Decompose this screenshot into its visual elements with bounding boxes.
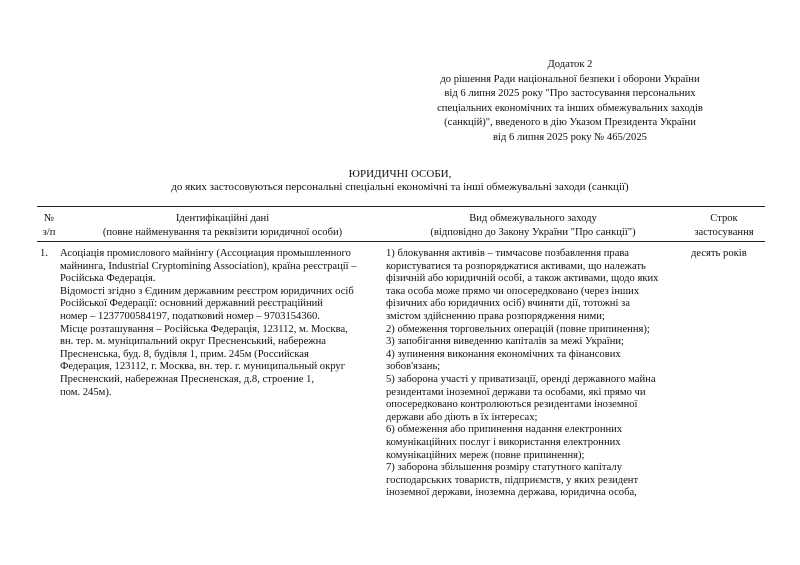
measure-line: опосередковано контролюються резидентами іноземної [386,399,638,411]
row-number: 1. [40,248,48,259]
header-term-line1: Строк [710,213,738,224]
annex-header [400,58,740,146]
measure-line: 2) обмеження торговельних операцій (повне припинення); [386,323,650,335]
header-measure-line2: (відповідно до Закону України "Про санкції") [430,226,636,238]
measure-line: 3) запобігання виведенню капіталів за межі України; [386,336,624,348]
measure-line: така особа може прямо чи опосередковано (через інших [386,285,640,297]
measure-line: іноземної держави, іноземна держава, юридична особа, [386,487,637,499]
annex-line: до рішення Ради національної безпеки і оборони України [440,73,700,85]
header-term-line2: застосування [694,226,754,238]
header-number [38,212,60,239]
measure-line: фізичних або юридичних осіб) вчиняти дії, тотожні за [386,298,630,310]
ident-line: Пресненська, буд. 8, будівля 1, прим. 245м (Российская [60,348,309,360]
table-top-rule [37,206,765,207]
measure-line: 7) заборона збільшення розміру статутного капіталу [386,462,622,474]
measure-line: комунікаційних послуг і використання електронних [386,436,621,448]
header-ident-line1: Ідентифікаційні дані [175,213,270,224]
measure-line: фізичній або юридичній особі, а також активами, щодо яких [386,273,659,285]
header-ident [60,212,385,239]
measure-line: 4) зупинення виконання економічних та фінансових [386,348,621,360]
ident-line: номер – 1237700584197, податковий номер – 9703154360. [60,310,320,322]
ident-line: Російської Федерації: основний державний реєстраційний [60,298,323,310]
row-ident-data [60,248,357,399]
ident-line: майнинга, Industrial Cryptomining Association), країна реєстрації – [60,260,357,272]
annex-line: (санкцій)", введеного в дію Указом Президента України [444,117,696,129]
ident-line: Федерация, 123112, г. Москва, вн. тер. г. муниципальный округ [60,361,346,373]
measure-line: користуватися та розпоряджатися активами, що належать [386,260,646,272]
annex-line: від 6 липня 2025 року "Про застосування персональних [444,88,696,100]
measure-line: 5) заборона участі у приватизації, оренді державного майна [386,373,656,385]
measure-line: господарських товариств, підприємств, у яких резидент [386,474,639,486]
annex-line: спеціальних економічних та інших обмежувальних заходів [437,102,703,114]
header-ident-line2: (повне найменування та реквізити юридичної особи) [102,226,343,238]
ident-line: Місце розташування – Російська Федерація, 123112, м. Москва, [60,323,348,335]
table-header-rule [37,241,765,242]
ident-line: Відомості згідно з Єдиним державним реєстром юридичних осіб [60,285,354,297]
row-measures [386,248,658,500]
ident-line: Пресненский, набережная Пресненская, д.8, строение 1, [60,373,315,385]
header-measure-line1: Вид обмежувального заходу [469,213,597,224]
header-number-line2: з/п [42,226,56,238]
ident-line: Асоціація промислового майнінгу (Ассоциация промышленного [60,248,351,259]
measure-line: зобов'язань; [386,361,441,373]
measure-line: 6) обмеження або припинення надання електронних [386,424,623,436]
document-title: ЮРИДИЧНІ ОСОБИ, [348,168,452,180]
measure-line: держави або діють в їх інтересах; [386,411,538,423]
document-subtitle: до яких застосовуються персональні спеціальні економічні та інші обмежувальні заходи (санкції) [171,181,629,193]
measure-line: 1) блокування активів – тимчасове позбавлення права [386,248,629,259]
ident-line: вн. тер. м. муніципальний округ Пресненський, набережна [60,336,326,348]
annex-line: Додаток 2 [547,59,593,70]
measure-line: резидентами іноземної держави та особами, які прямо чи [386,386,646,398]
annex-line: від 6 липня 2025 року № 465/2025 [493,131,647,143]
ident-line: Російська Федерація. [60,273,156,285]
header-measure [383,212,683,239]
measure-line: комунікаційних мереж (повне припинення); [386,449,585,461]
ident-line: пом. 245м). [60,386,112,398]
row-term: десять років [691,248,747,259]
header-term [684,212,764,239]
measure-line: змістом здійсненню права розпорядження ними; [386,310,605,322]
header-number-line1: № [43,213,55,224]
